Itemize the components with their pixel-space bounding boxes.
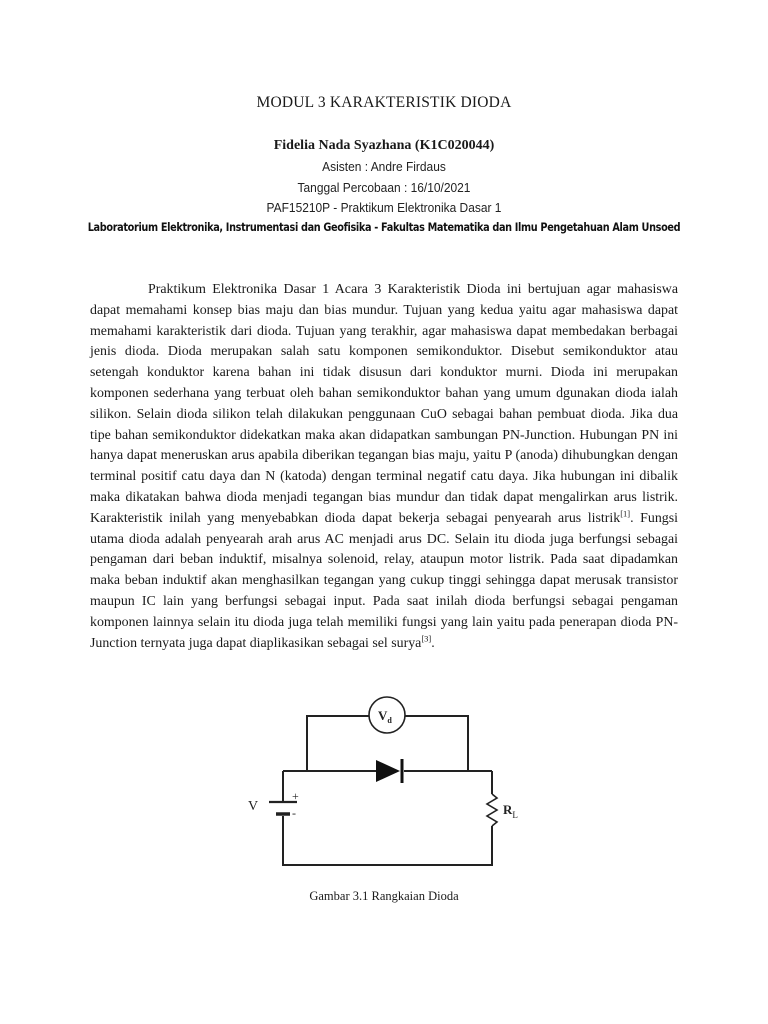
voltmeter-wire-right — [405, 716, 468, 771]
date-line: Tanggal Percobaan : 16/10/2021 — [297, 180, 471, 195]
document-title: MODUL 3 KARAKTERISTIK DIODA — [256, 94, 512, 111]
voltmeter-label: $V_d$ — [378, 708, 392, 725]
body-paragraph — [90, 280, 678, 654]
body-text-part-2: . Fungsi utama dioda adalah penyearah arah arus AC menjadi arus DC. Selain itu dioda juga berfungsi sebagai pengaman dari beban induktif, misalnya solenoid, relay, ataupun motor listrik. Pada saat dipadamkan maka beban induktif akan menghasilkan tegangan yang cukup tinggi sehingga dapat merusak transistor maupun IC lain yang berfungsi sebagai input. Pada saat inilah dioda berfungsi sebagai pengaman komponen lainnya selain itu dioda juga telah memiliki fungsi yang lain yaitu pada penerapan dioda PN-Junction ternyata juga dapat diaplikasikan sebagai sel surya — [90, 510, 678, 651]
right-wire-bottom — [283, 816, 492, 865]
author-line: Fidelia Nada Syazhana (K1C020044) — [273, 138, 495, 153]
minus-sign: - — [292, 806, 296, 820]
body-text-part-1: Praktikum Elektronika Dasar 1 Acara 3 Karakteristik Dioda ini bertujuan agar mahasiswa dapat memahami konsep bias maju dan bias mundur. Tujuan yang kedua yaitu agar mahasiswa dapat memahami karakteristik dari dioda. Tujuan yang terakhir, agar mahasiswa dapat membedakan berbagai jenis dioda. Dioda merupakan salah satu komponen semikonduktor. Disebut semikonduktor atau setengah konduktor karena bahan ini tidak disusun dari konduktor murni. Dioda ini merupakan komponen sederhana yang terbuat oleh bahan semikonduktor bahan yang umum dgunakan dioda ialah silikon. Selain dioda silikon telah dilakukan penggunaan CuO sebagai bahan pembuat dioda. Jika dua tipe bahan semikonduktor didekatkan maka akan didapatkan sambungan PN-Junction. Hubungan PN ini hanya dapat meneruskan arus apabila diberikan tegangan bias maju, yaitu P (anoda) dihubungkan dengan terminal positif catu daya dan N (katoda) dengan terminal negatif catu daya. Jika hubungan ini dibalik maka dikatakan bahwa dioda menjadi tegangan bias mundur dan tidak dapat mengalirkan arus listrik. Karakteristik inilah yang menyebabkan dioda dapat bekerja sebagai penyearah arus listrik — [90, 282, 678, 526]
plus-sign: + — [292, 789, 299, 803]
resistor-symbol — [487, 794, 497, 826]
course-line: PAF15210P - Praktikum Elektronika Dasar 1 — [266, 200, 502, 215]
citation-3: [3] — [421, 632, 432, 643]
diode-triangle — [376, 760, 400, 782]
resistor-label: $R_L$ — [503, 802, 518, 820]
lab-line: Laboratorium Elektronika, Instrumentasi dan Geofisika - Fakultas Matematika dan Ilmu Pengetahuan Alam Unsoed — [87, 221, 681, 234]
source-label: V — [248, 799, 259, 814]
citation-1: [1] — [620, 508, 631, 519]
voltmeter-wire-left — [307, 716, 369, 771]
diode-circuit-diagram — [230, 690, 540, 880]
body-text-part-3: . — [431, 635, 435, 651]
figure-caption: Gambar 3.1 Rangkaian Dioda — [309, 889, 459, 903]
assistant-line: Asisten : Andre Firdaus — [322, 159, 446, 174]
